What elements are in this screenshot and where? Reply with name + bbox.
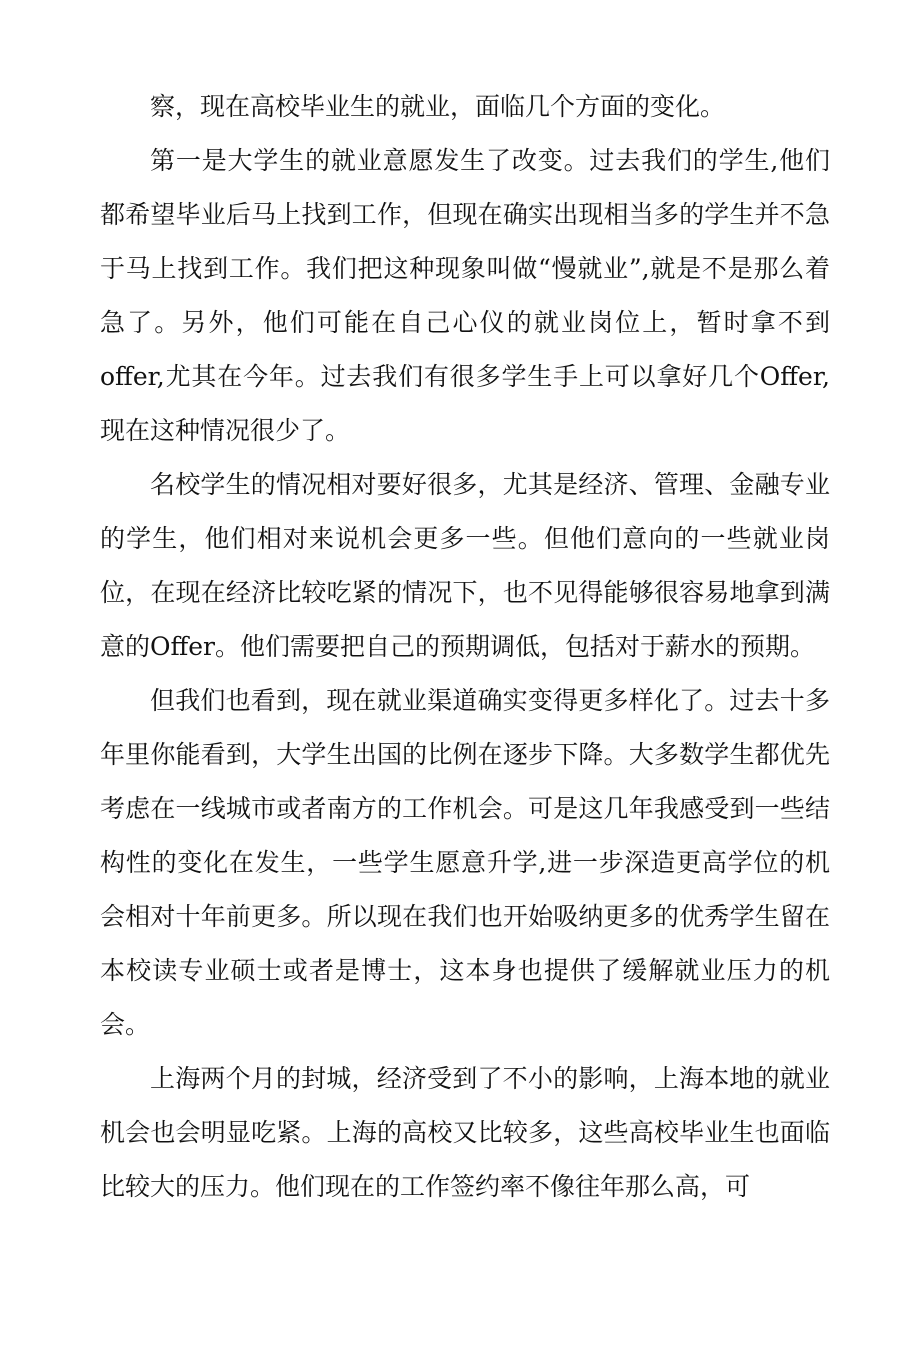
paragraph-4: 但我们也看到，现在就业渠道确实变得更多样化了。过去十多年里你能看到，大学生出国的比例在逐步下降。大多数学生都优先考虑在一线城市或者南方的工作机会。可是这几年我感受到一些结构性的变化在发生，一些学生愿意升学,进一步深造更高学位的机会相对十年前更多。所以现在我们也开始吸纳更多的优秀学生留在本校读专业硕士或者是博士，这本身也提供了缓解就业压力的机会。	[100, 686, 830, 1039]
paragraph-5: 上海两个月的封城，经济受到了不小的影响，上海本地的就业机会也会明显吃紧。上海的高校又比较多，这些高校毕业生也面临比较大的压力。他们现在的工作签约率不像往年那么高，可	[100, 1064, 830, 1201]
article-body	[100, 80, 830, 1214]
paragraph-1: 察，现在高校毕业生的就业，面临几个方面的变化。	[150, 92, 726, 121]
paragraph-3: 名校学生的情况相对要好很多，尤其是经济、管理、金融专业的学生，他们相对来说机会更多一些。但他们意向的一些就业岗位，在现在经济比较吃紧的情况下，也不见得能够很容易地拿到满意的Offer。他们需要把自己的预期调低，包括对于薪水的预期。	[100, 470, 830, 661]
paragraph-2: 第一是大学生的就业意愿发生了改变。过去我们的学生,他们都希望毕业后马上找到工作，但现在确实出现相当多的学生并不急于马上找到工作。我们把这种现象叫做“慢就业”,就是不是那么着急了。另外，他们可能在自己心仪的就业岗位上，暂时拿不到offer,尤其在今年。过去我们有很多学生手上可以拿好几个Offer,现在这种情况很少了。	[100, 146, 830, 445]
